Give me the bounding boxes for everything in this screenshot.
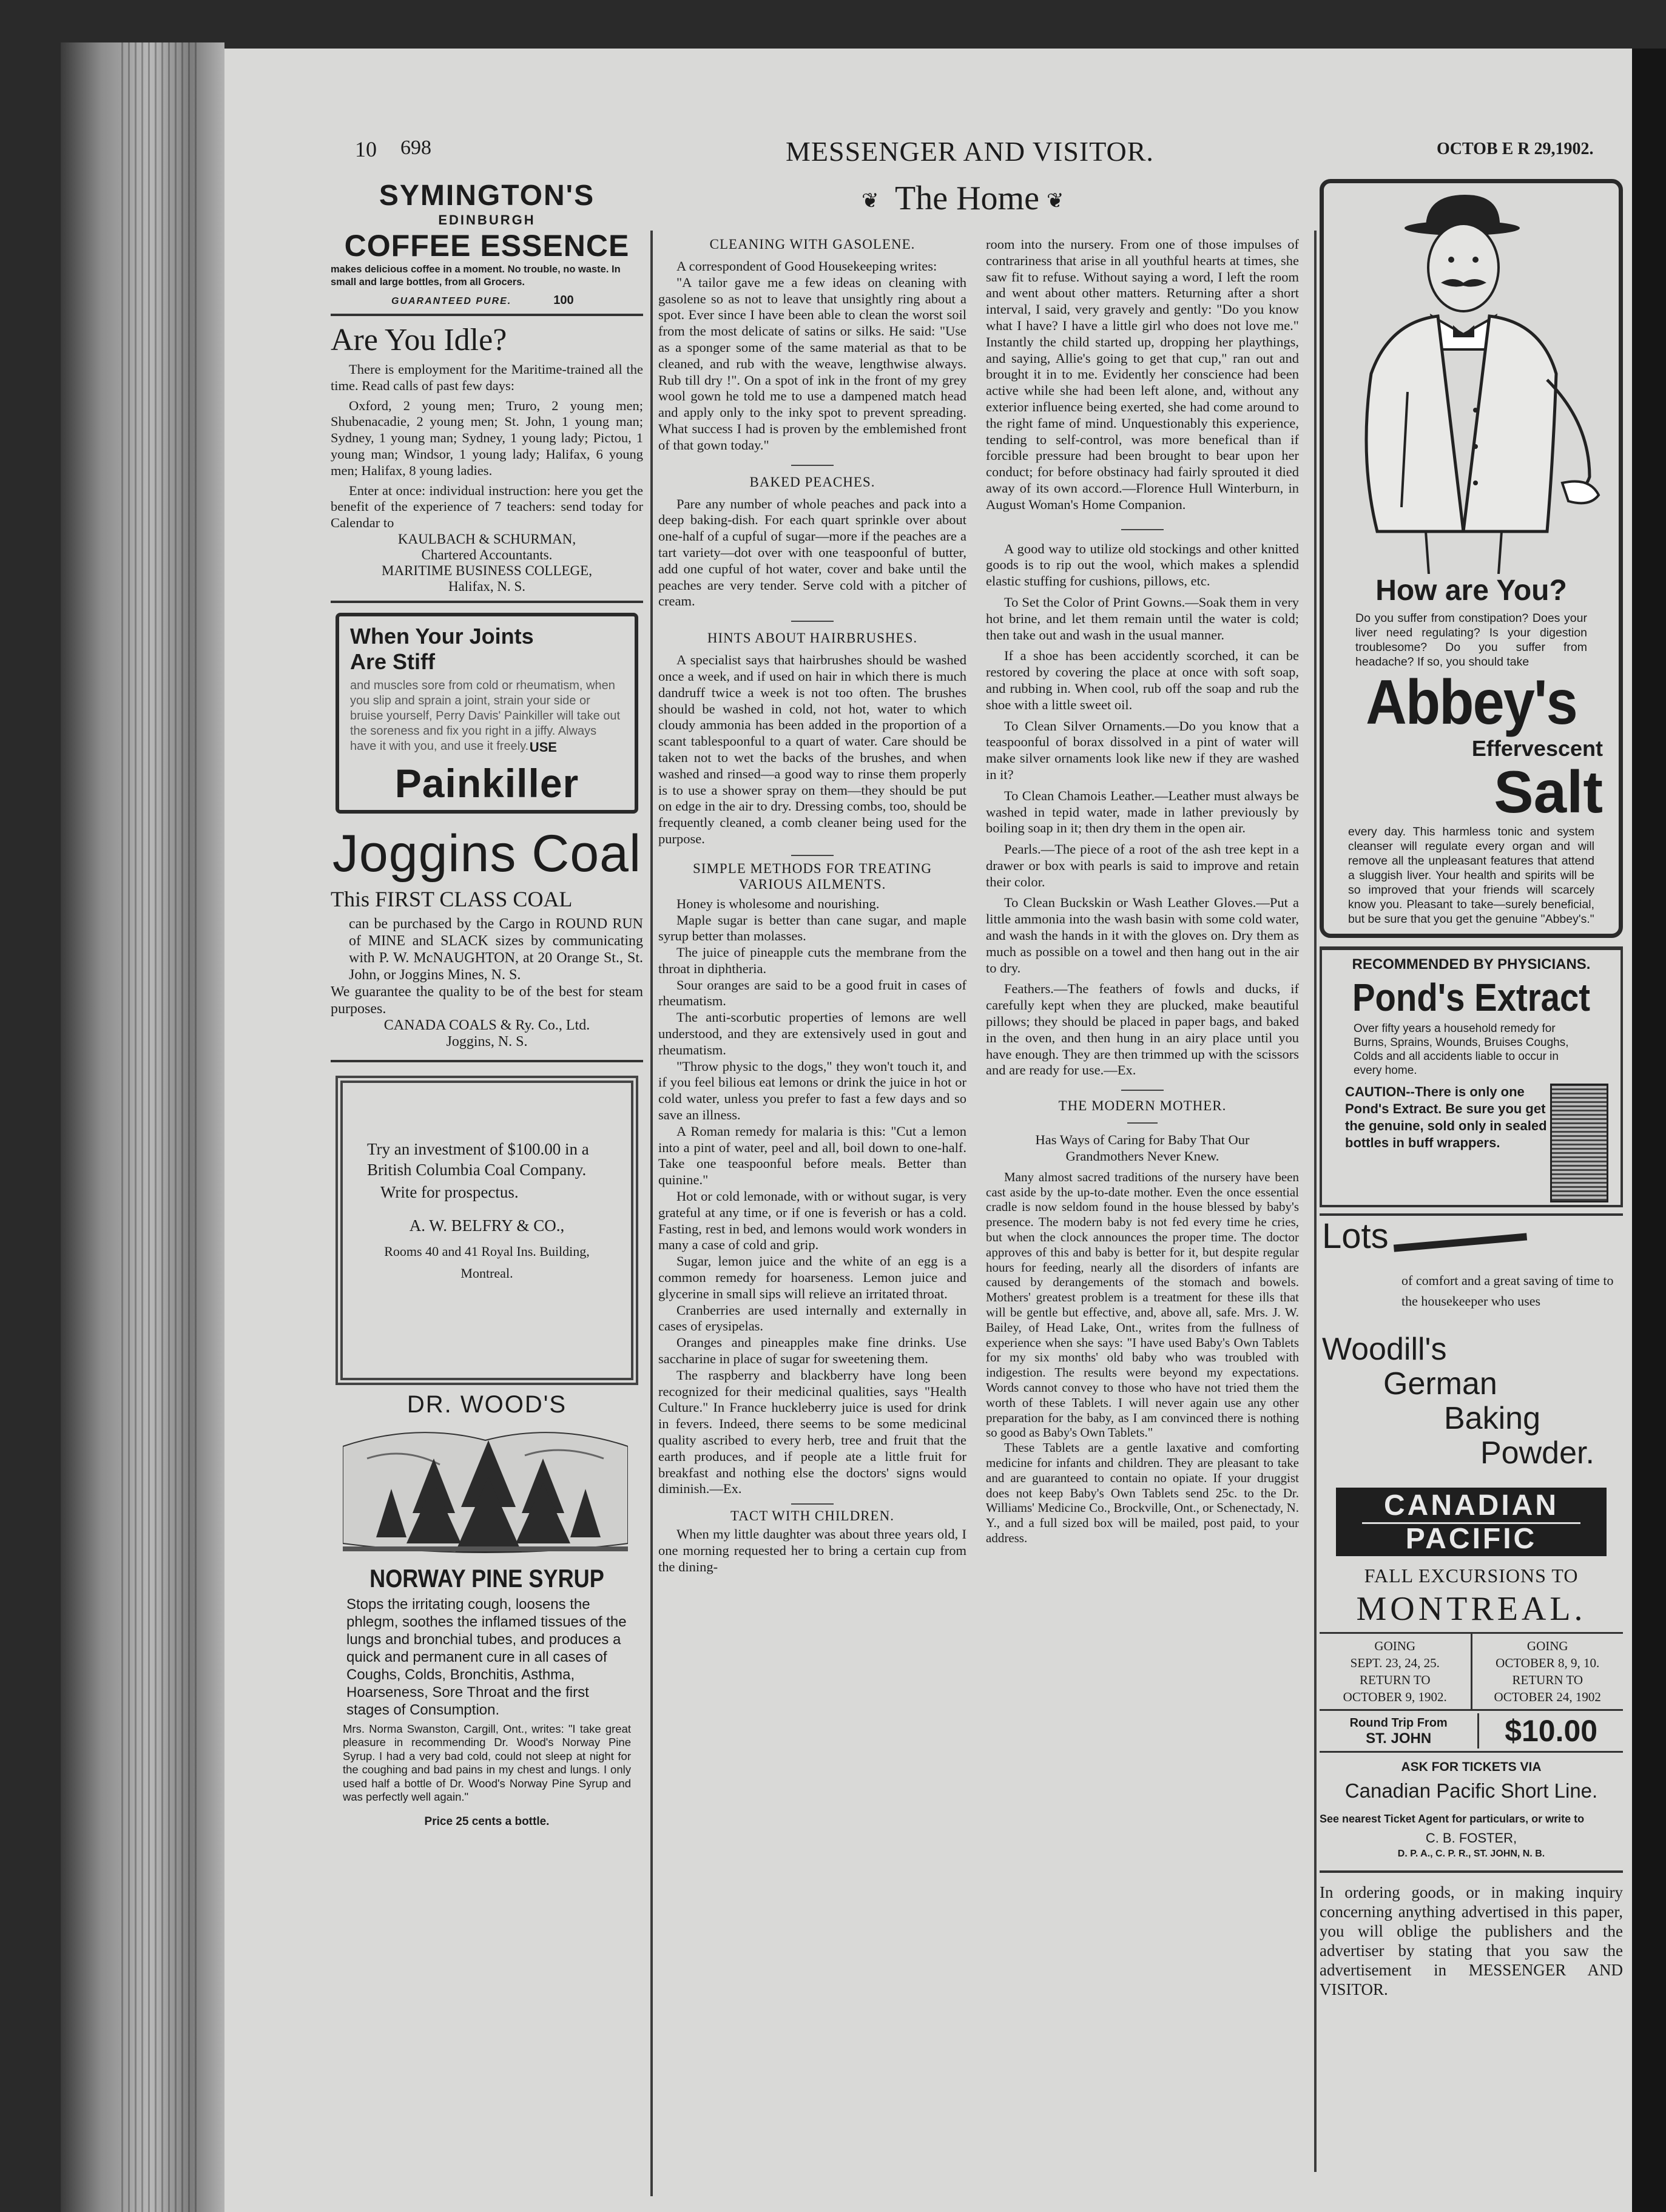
leaf-ornament-left-icon: ❦ [862, 190, 879, 212]
woodill-name2: German [1383, 1366, 1497, 1401]
peaches-head: BAKED PEACHES. [749, 474, 875, 490]
woodill-lots: Lots [1322, 1216, 1389, 1256]
tip-paragraph: A good way to utilize old stockings and other knitted goods is to rip out the wool, which makes a splendid elastic stuffing for cushions, pillows, etc. [986, 541, 1299, 589]
tact-head: TACT WITH CHILDREN. [730, 1508, 894, 1524]
gentleman-illustration [1335, 192, 1608, 574]
belfry-line1: Try an investment of $100.00 in a British Columbia Coal Company. [367, 1139, 589, 1179]
abbey-question: How are You? [1375, 575, 1567, 607]
section-divider [791, 465, 834, 466]
gasolene-p2: "A tailor gave me a few ideas on cleaning with gasolene so as not to leave that unsightly ring about a spot. Ever since I have been able to clean the worst soil from the most delicate of satins or silks. He said: "Use as a sponger some of the same material as that to be cleaned, and rub with the weave, lengthwise always. Rub till dry !". On a spot of ink in the front of my grey wool gown he told me to use a dampened match head and apply only to the inky spot to prevent spreading. What success I had is proven by the emblemished front of that gown today." [658, 274, 966, 453]
cp-going1: GOING [1374, 1639, 1416, 1653]
joggins-guarantee: We guarantee the quality to be of the best for steam purposes. [331, 983, 643, 1017]
canadian-pacific-ad [1320, 1488, 1623, 1860]
cp-fall: FALL EXCURSIONS TO [1364, 1565, 1579, 1587]
painkiller-title2: Are Stiff [350, 649, 436, 674]
simple-para: Cranberries are used internally and externally in cases of erysipelas. [658, 1302, 966, 1334]
simple-para: The juice of pineapple cuts the membrane from the throat in diphtheria. [658, 945, 966, 976]
idle-p3: Enter at once: individual instruction: here you get the benefit of the experience of 7 teachers: send today for Calendar to [331, 482, 643, 531]
idle-ad [331, 316, 643, 603]
belfry-ad [336, 1076, 638, 1385]
page-edges [121, 42, 200, 2212]
woodill-name1: Woodill's [1322, 1332, 1447, 1367]
cp-rdate1: OCTOBER 9, 1902. [1343, 1690, 1447, 1704]
simple-para: Oranges and pineapples make fine drinks. Use saccharine in place of sugar for sweetening them. [658, 1335, 966, 1367]
tip-paragraph: Feathers.—The feathers of fowls and ducks, if carefully kept when they are plucked, make beautiful pillows; they should be placed in paper bags, and baked in the oven, and then hung in an airy place until you have enough. They are then trimmed up with the scissors and are ready for use.—Ex. [986, 981, 1299, 1078]
tip-paragraph: To Clean Buckskin or Wash Leather Gloves.—Put a little ammonia into the wash basin with some cold water, and wash the hands in it with the gloves on. Dry them as much as possible on a towel and then hang out in the air to dry. [986, 895, 1299, 976]
woods-body: Stops the irritating cough, loosens the phlegm, soothes the inflamed tissues of the lungs and bronchial tubes, and produces a quick and permanent cure in all cases of Coughs, Colds, Bronchitis, Asthma, Hoarseness, Sore Throat and the first stages of Consumption. [346, 1596, 627, 1718]
mother-head: THE MODERN MOTHER. [1058, 1098, 1227, 1114]
simple-head: SIMPLE METHODS FOR TREATING VARIOUS AILMENTS. [693, 860, 932, 892]
idle-firm2: Chartered Accountants. [421, 547, 553, 562]
painkiller-brand: Painkiller [394, 760, 579, 806]
painkiller-ad [336, 613, 638, 814]
section-divider [791, 621, 834, 622]
idle-title: Are You Idle? [331, 323, 507, 357]
ponds-bottle-image [1550, 1084, 1608, 1202]
cp-line1: CANADIAN [1384, 1489, 1559, 1522]
belfry-line2: Write for prospectus. [380, 1182, 519, 1201]
home-column-1 [658, 237, 966, 1576]
woodill-line1: of comfort and a great saving of time to the housekeeper who uses [1401, 1273, 1614, 1309]
masthead-title: MESSENGER AND VISITOR. [786, 136, 1154, 167]
tip-paragraph: To Set the Color of Print Gowns.—Soak them in very hot brine, and let them remain until the water is cold; then take out and wash in the usual manner. [986, 594, 1299, 642]
peaches-p1: Pare any number of whole peaches and pack into a deep baking-dish. For each quart sprinkle over about one-half of a cupful of sugar—more if the peaches are a tart variety—dot over with one teaspoonful of butter, add one cupful of hot water, cover and bake until the peaches are very tender. Serve cold with a pitcher of cream. [658, 496, 966, 609]
gasolene-head: CLEANING WITH GASOLENE. [709, 237, 916, 252]
cp-logo [1336, 1488, 1607, 1556]
abbey-body2: every day. This harmless tonic and system cleanser will regulate every organ and will remove all the unpleasant features that attend a sluggish liver. Your health and spirits will be so improved that your friends will scarcely know you. Pleasant to take—surely beneficial, but be sure that you get the genuine "Abbey's." [1348, 825, 1594, 926]
section-divider [1127, 1122, 1158, 1124]
symington-footer [331, 294, 643, 308]
painkiller-use: USE [529, 739, 557, 755]
simple-para: Sugar, lemon juice and the white of an egg is a common remedy for hoarseness. Lemon juice and glycerine in small sips will relieve an irritated throat. [658, 1253, 966, 1301]
cp-schedule-2 [1472, 1634, 1624, 1709]
woodill-ad [1320, 1213, 1623, 1474]
section-divider [791, 1503, 834, 1505]
idle-p1: There is employment for the Maritime-trained all the time. Read calls of past few days: [331, 362, 643, 393]
painkiller-body: and muscles sore from cold or rheumatism, when you slip and sprain a joint, strain your side or bruise yourself, Perry Davis' Painkiller will take out the soreness and fix you right in a jiffy. Always have it with you, and use it freely. [350, 678, 621, 753]
cp-line2: PACIFIC [1362, 1522, 1580, 1554]
cp-agent: C. B. FOSTER, [1425, 1830, 1517, 1846]
cp-from: ST. JOHN [1366, 1730, 1432, 1747]
ponds-lower [1329, 1084, 1613, 1199]
gentleman-icon [1335, 192, 1608, 574]
mother-p2: These Tablets are a gentle laxative and comforting medicine for infants and children. They are pleasant to take and are guaranteed to contain no opiate. If your druggist does not keep Baby's Own Tablets send 25c. to the Dr. Williams' Medicine Co., Brockville, Ont., or Schenectady, N. Y., and a full sized box will be mailed, post paid, to your address. [986, 1440, 1299, 1545]
home-header [831, 179, 1135, 221]
page-number: 10 [355, 137, 377, 161]
idle-city: Halifax, N. S. [448, 578, 526, 594]
cp-dates1: SEPT. 23, 24, 25. [1350, 1656, 1440, 1670]
dark-border [1632, 49, 1666, 2212]
cp-fare [1320, 1711, 1623, 1753]
abbey-salt: Salt [1494, 758, 1603, 825]
idle-firm: KAULBACH & SCHURMAN, [397, 531, 576, 547]
simple-para: Honey is wholesome and nourishing. [676, 895, 880, 911]
mother-sub: Has Ways of Caring for Baby That Our Grandmothers Never Knew. [1035, 1132, 1250, 1164]
woodill-name3: Baking [1444, 1401, 1540, 1436]
right-column [1320, 179, 1623, 1999]
simple-para: "Throw physic to the dogs," they won't touch it, and if you feel bilious eat lemons or drink the juice in hot or cold water, unless you prefer to fast a few days and so save an illness. [658, 1058, 966, 1123]
idle-college: MARITIME BUSINESS COLLEGE, [382, 562, 592, 578]
masthead-date: OCTOB E R 29,1902. [1437, 140, 1594, 158]
ponds-caution: CAUTION--There is only one Pond's Extract. Be sure you get the genuine, sold only in sealed bottles in buff wrappers. [1345, 1084, 1547, 1150]
simple-para: A Roman remedy for malaria is this: "Cut a lemon into a pint of water, peel and all, boil down to one-half. Take one teaspoonful before meals. Better than quinine." [658, 1123, 966, 1188]
woods-price: Price 25 cents a bottle. [424, 1815, 550, 1828]
symington-body: makes delicious coffee in a moment. No trouble, no waste. In small and large bottles, from all Grocers. [331, 264, 621, 288]
belfry-address: Rooms 40 and 41 Royal Ins. Building, [384, 1243, 590, 1259]
woodill-name4: Powder. [1480, 1435, 1594, 1471]
woods-testimonial: Mrs. Norma Swanston, Cargill, Ont., writes: "I take great pleasure in recommending Dr. Wood's Norway Pine Syrup. I had a very bad cold, could not sleep at night for the coughing and bad pains in my chest and lungs. I only used half a bottle of Dr. Wood's Norway Pine Syrup and was perfectly well again." [343, 1722, 631, 1804]
page-number-secondary: 698 [400, 137, 431, 159]
cp-rdate2: OCTOBER 24, 1902 [1494, 1690, 1601, 1704]
hairbrushes-head: HINTS ABOUT HAIRBRUSHES. [707, 630, 918, 646]
joggins-lead: This FIRST CLASS COAL [331, 886, 573, 911]
symington-ad [331, 179, 643, 316]
simple-para: The anti-scorbutic properties of lemons are well understood, and they are extensively used in gout and rheumatism. [658, 1010, 966, 1057]
masthead [224, 49, 1632, 167]
home-column-2 [986, 237, 1299, 1546]
cp-see: See nearest Ticket Agent for particulars, or write to [1320, 1813, 1585, 1825]
cp-price: $10.00 [1477, 1713, 1623, 1748]
simple-para: Sour oranges are said to be a good fruit in cases of rheumatism. [658, 977, 966, 1009]
section-divider [1121, 1090, 1164, 1091]
left-column [331, 179, 643, 1829]
cp-ask: ASK FOR TICKETS VIA [1401, 1760, 1542, 1774]
joggins-place: Joggins, N. S. [446, 1033, 528, 1050]
leaf-ornament-right-icon: ❦ [1047, 190, 1064, 212]
gasolene-p1: A correspondent of Good Housekeeping writes: [676, 258, 937, 274]
advertiser-notice: In ordering goods, or in making inquiry concerning anything advertised in this paper, you will oblige the publishers and the advertiser by stating that you saw the advertisement in MESSENGER AND VISITOR. [1320, 1870, 1623, 1999]
section-divider [791, 855, 834, 856]
hairbrushes-p1: A specialist says that hairbrushes should be washed once a week, and if used on hair in which there is much dandruff twice a week is not too often. The brushes should be washed in cold, not hot, water to which cloudy ammonia has been added in the proportion of a scant tablespoonful to a quart of water. Care should be taken not to wet the backs of the brushes, and when washed and rinsed—a good way to rinse them properly is to use a shower spray on them—they should be put on edge in the air to dry. Dressing combs, too, should be frequently cleaned, a comb cleaner being used for the purpose. [658, 652, 966, 846]
symington-product: COFFEE ESSENCE [344, 229, 630, 263]
abbey-ad [1320, 179, 1623, 938]
cp-dates2: OCTOBER 8, 9, 10. [1496, 1656, 1600, 1670]
column-rule-1 [650, 231, 653, 2196]
joggins-ad [331, 821, 643, 1062]
symington-guarantee: GUARANTEED PURE. [391, 296, 512, 306]
ponds-ad [1320, 946, 1623, 1207]
woods-ad [331, 1391, 643, 1829]
painkiller-title1: When Your Joints [350, 623, 534, 649]
cp-schedule-1 [1320, 1634, 1472, 1709]
ponds-brand: Pond's Extract [1352, 976, 1591, 1019]
belfry-city: Montreal. [460, 1265, 513, 1281]
pine-tree-icon [343, 1422, 628, 1562]
simple-para: Maple sugar is better than cane sugar, and maple syrup better than molasses. [658, 912, 966, 944]
joggins-body: can be purchased by the Cargo in ROUND RUN of MINE and SLACK sizes by communicating with P. W. McNAUGHTON, at 20 Orange St., St. John, or Joggins Mines, N. S. [349, 915, 643, 983]
simple-para: Hot or cold lemonade, with or without sugar, is very grateful at any time, or if one is feverish or has a cold. Fasting, rest in bed, and lemons would work wonders in many a case of cold and grip. [658, 1189, 966, 1253]
joggins-title: Joggins Coal [332, 824, 642, 883]
abbey-brand: Abbey's [1366, 667, 1577, 738]
woods-title: DR. WOOD'S [406, 1391, 567, 1418]
arrow-icon [1394, 1233, 1527, 1252]
tip-paragraph: Pearls.—The piece of a root of the ash tree kept in a drawer or box with pearls is said to improve and retain their color. [986, 841, 1299, 889]
cp-agent2: D. P. A., C. P. R., ST. JOHN, N. B. [1397, 1849, 1545, 1859]
cp-city: MONTREAL. [1356, 1590, 1587, 1628]
cp-return1: RETURN TO [1360, 1673, 1431, 1687]
tact-p1: When my little daughter was about three years old, I one morning requested her to bring a certain cup from the dining- [658, 1526, 966, 1574]
joggins-company: CANADA COALS & Ry. Co., Ltd. [383, 1017, 590, 1033]
newspaper-page [224, 49, 1632, 2212]
pine-trees-image [343, 1422, 631, 1562]
cp-going2: GOING [1526, 1639, 1568, 1653]
tact-p2: room into the nursery. From one of those impulses of contrariness that arise in all youthful hearts at times, she saw fit to refuse. Without saying a word, I left the room and went about other matters. Returning after a short interval, I said, very gravely and gently: "Do you know what I have? I have a little girl who does not love me." Instantly the child started up, dropping her playthings, and saying, Allie's going to get that cup," ran out and brought it in to me. Evidently her conscience had been active while she had been left alone, and, without any exterior influence being exerted, she had come around to the right fame of mind. Unquestionably this experience, tending to self-control, was more benefical than if forcible pressure had been brought to bear upon her conduct; for before obstinacy had fairly sprouted it died away of its own accord.—Florence Hull Winterburn, in August Woman's Home Companion. [986, 237, 1299, 512]
idle-p2: Oxford, 2 young men; Truro, 2 young men; Shubenacadie, 2 young men; St. John, 1 young man; Sydney, 1 young man; Sydney, 1 young lady; Pictou, 1 young man; Windsor, 1 young lady; Halifax, 6 young men; Halifax, 8 young ladies. [331, 397, 643, 478]
ponds-recommended: RECOMMENDED BY PHYSICIANS. [1352, 956, 1591, 973]
section-divider [1121, 529, 1164, 530]
cp-return2: RETURN TO [1512, 1673, 1583, 1687]
cp-line: Canadian Pacific Short Line. [1344, 1779, 1598, 1802]
simple-para: The raspberry and blackberry have long been recognized for their medicinal qualities, says "Health Culture." In France huckleberry juice is used for drink in fevers. Indeed, there seems to be some medicinal quality ascribed to every herb, tree and fruit that the earth produces, and if people ate a little fruit for breakfast and nothing else the doctors' signs would diminish.—Ex. [658, 1367, 966, 1497]
symington-place: EDINBURGH [438, 212, 536, 228]
cp-fare-from [1320, 1715, 1477, 1747]
tip-paragraph: If a shoe has been accidently scorched, it can be restored by covering the place at once with soft soap, and rubbing in. When cool, rub off the soap and rub the shoe with a little sweet oil. [986, 648, 1299, 712]
tip-paragraph: To Clean Chamois Leather.—Leather must always be washed in tepid water, made in lather previously by boiling soap in it; then dry them in the open air. [986, 787, 1299, 836]
home-title: The Home [895, 180, 1039, 217]
cp-schedule [1320, 1632, 1623, 1711]
cp-round: Round Trip From [1349, 1716, 1448, 1730]
abbey-body1: Do you suffer from constipation? Does your liver need regulating? Is your digestion troublesome? Do you suffer from headache? If so, you should take [1355, 612, 1587, 669]
abbey-effervescent: Effervescent [1471, 736, 1603, 761]
woods-product: NORWAY PINE SYRUP [369, 1563, 604, 1593]
column-rule-2 [1314, 231, 1317, 2172]
belfry-firm: A. W. BELFRY & CO., [409, 1216, 565, 1235]
mother-p1: Many almost sacred traditions of the nursery have been cast aside by the up-to-date mother. Even the once essential cradle is now seldom found in the house blessed by baby's presence. The modern baby is not fed every time he cries, but when the clock announces the proper time. The doctor approves of this and baby is better for it, but despite regular hours for feeding, nearly all the disorders of infants are caused by derangements of the stomach and bowels. Mothers' greatest problem is a treatment for these ills that will be gentle but effective, and, above all, safe. Mrs. J. W. Bailey, of Head Lake, Ont., writes from the fullness of experience when she says: "I have used Baby's Own Tablets for my six months' old baby who was troubled with indigestion. The results were beyond my expectations. Words cannot convey to those who have not tried them the worth of these Tablets. I will never again use any other preparation for the baby, as I am convinced there is nothing so good as Baby's Own Tablets." [986, 1169, 1299, 1440]
symington-code: 100 [553, 294, 574, 307]
tip-paragraph: To Clean Silver Ornaments.—Do you know that a teaspoonful of borax dissolved in a pint of water will make silver ornaments look like new if they are washed in it? [986, 718, 1299, 782]
ponds-body: Over fifty years a household remedy for Burns, Sprains, Wounds, Bruises Coughs, Colds and all accidents liable to occur in every home. [1354, 1022, 1569, 1077]
symington-brand: SYMINGTON'S [379, 180, 595, 212]
